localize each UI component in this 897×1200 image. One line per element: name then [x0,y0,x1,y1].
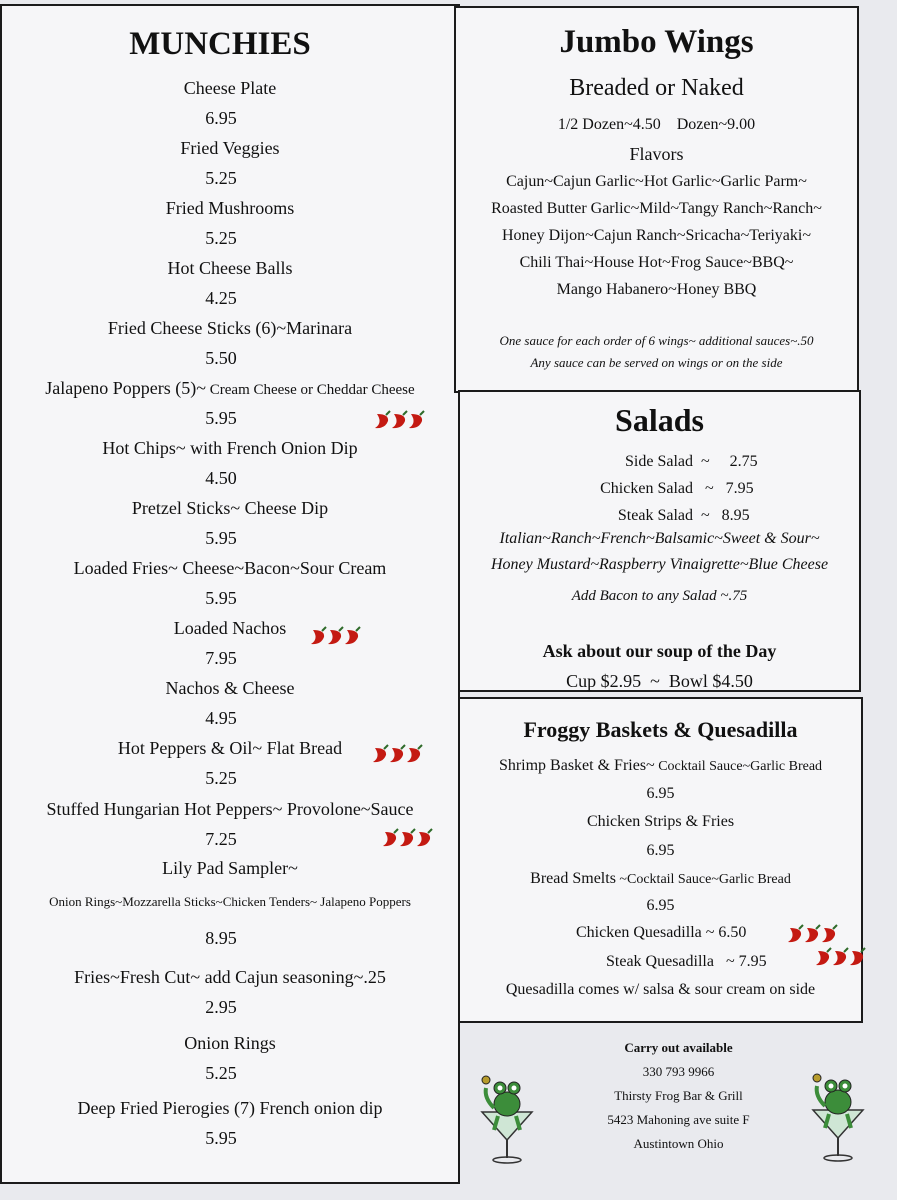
froggy-title: Froggy Baskets & Quesadilla [523,717,798,742]
munchies-item-name [2,558,458,579]
flavor-line: Cajun~Cajun Garlic~Hot Garlic~Garlic Parm~ [506,173,807,190]
item-name: Loaded Fries~ Cheese~Bacon~Sour Cream [73,558,387,578]
munchies-item-price: 5.95 [205,408,237,428]
munchies-item-name [2,799,458,820]
munchies-item-name [2,858,458,879]
item-name: Hot Chips~ with French Onion Dip [102,438,358,458]
munchies-item-price: 5.50 [205,348,237,368]
salad-item: Side Salad ~ 2.75 [578,448,758,475]
item-name: Jalapeno Poppers (5)~ [45,378,206,398]
smelts-name: Bread Smelts [530,870,616,887]
munchies-section [0,4,460,1184]
wings-title: Jumbo Wings [559,24,754,60]
munchies-item-name [2,78,458,99]
item-name: Hot Cheese Balls [167,258,293,278]
shrimp-price: 6.95 [646,785,675,802]
hot-pepper-icon [374,410,432,435]
munchies-item-price: 5.95 [205,1128,237,1148]
munchies-item-price: 5.25 [205,768,237,788]
munchies-item-price: 2.95 [205,997,237,1017]
wings-pricing: 1/2 Dozen~4.50 Dozen~9.00 [557,116,756,133]
munchies-item-price: 8.95 [205,928,237,948]
munchies-item-price: 7.95 [205,648,237,668]
munchies-item-name [2,498,458,519]
item-name: Lily Pad Sampler~ [162,858,298,878]
salads-list [578,448,758,529]
munchies-item-name [2,967,458,988]
wings-note: Any sauce can be served on wings or on the side [530,355,783,370]
item-name: Pretzel Sticks~ Cheese Dip [131,498,329,518]
item-name: Hot Peppers & Oil~ Flat Bread [117,738,343,758]
salad-price: 7.95 [725,480,754,497]
carry-out-section [460,1030,897,1200]
wings-note: One sauce for each order of 6 wings~ additional sauces~.50 [499,333,814,348]
shrimp-name: Shrimp Basket & Fries~ [498,757,655,774]
salads-title: Salads [615,402,704,438]
hot-pepper-icon [787,924,841,949]
flavor-line: Honey Dijon~Cajun Ranch~Sricacha~Teriyaki~ [502,227,811,244]
munchies-title: MUNCHIES [129,26,311,62]
item-name: Deep Fried Pierogies (7) French onion dip [77,1098,383,1118]
item-name: Nachos & Cheese [165,678,295,698]
smelts-note: ~Cocktail Sauce~Garlic Bread [615,872,791,887]
munchies-item-name [2,378,458,399]
frog-martini-icon [474,1068,540,1164]
munchies-item-name [2,198,458,219]
salad-price: 2.75 [729,453,758,470]
flavors-title: Flavors [629,144,684,164]
munchies-item-price: 5.25 [205,1063,237,1083]
frog-martini-icon [805,1066,871,1162]
salad-name: Side Salad [625,453,693,470]
munchies-item-price: 4.25 [205,288,237,308]
steak-quesadilla: Steak Quesadilla ~ 7.95 [606,953,767,970]
munchies-item-name [2,438,458,459]
flavor-line: Mango Habanero~Honey BBQ [556,281,757,298]
munchies-item-name [2,1033,458,1054]
munchies-item-price: 5.95 [205,528,237,548]
munchies-item-name [2,138,458,159]
item-name: Fries~Fresh Cut~ add Cajun seasoning~.25 [74,967,386,987]
chicken-quesadilla: Chicken Quesadilla ~ 6.50 [576,924,747,941]
munchies-item-name [2,1098,458,1119]
flavor-line: Chili Thai~House Hot~Frog Sauce~BBQ~ [519,254,794,271]
item-note: Onion Rings~Mozzarella Sticks~Chicken Tenders~ Jalapeno Poppers [49,894,411,909]
munchies-item-name [2,258,458,279]
item-name: Loaded Nachos [173,618,287,638]
froggy-section [458,697,863,1023]
munchies-item-price: 5.25 [205,168,237,188]
phone: 330 793 9966 [642,1064,715,1079]
hot-pepper-icon [815,947,869,972]
salad-item: Chicken Salad ~ 7.95 [578,475,758,502]
munchies-item-price: 5.95 [205,588,237,608]
soup-prices: Cup $2.95 ~ Bowl $4.50 [566,671,753,691]
hot-pepper-icon [372,744,430,769]
carry-title: Carry out available [624,1040,733,1055]
city: Austintown Ohio [633,1136,724,1151]
dressings: Italian~Ranch~French~Balsamic~Sweet & Sour~ [499,530,820,547]
munchies-item-name [2,618,458,639]
item-name: Fried Mushrooms [165,198,295,218]
shrimp-basket [460,757,861,775]
munchies-item-price: 4.95 [205,708,237,728]
item-name: Fried Veggies [180,138,280,158]
item-name: Cheese Plate [183,78,277,98]
salad-price: 8.95 [721,507,750,524]
munchies-item-price: 4.50 [205,468,237,488]
item-note: Cream Cheese or Cheddar Cheese [206,382,415,398]
munchies-item-price: 6.95 [205,108,237,128]
bread-smelts [460,870,861,888]
restaurant-name: Thirsty Frog Bar & Grill [614,1088,743,1103]
chicken-strips: Chicken Strips & Fries [586,813,735,830]
dressings: Honey Mustard~Raspberry Vinaigrette~Blue Cheese [490,556,829,573]
munchies-item-price: 7.25 [205,829,237,849]
salad-name: Chicken Salad [600,480,693,497]
salad-name: Steak Salad [617,507,693,524]
munchies-item-name [2,318,458,339]
salads-section [458,390,861,692]
address: 5423 Mahoning ave suite F [607,1112,750,1127]
flavor-line: Roasted Butter Garlic~Mild~Tangy Ranch~Ranch~ [491,200,822,217]
smelts-price: 6.95 [646,897,675,914]
quesadilla-note: Quesadilla comes w/ salsa & sour cream on side [505,981,816,998]
wings-subtitle: Breaded or Naked [569,75,744,101]
bacon-note: Add Bacon to any Salad ~.75 [571,588,748,604]
item-name: Fried Cheese Sticks (6)~Marinara [107,318,353,338]
item-name: Onion Rings [184,1033,276,1053]
salad-item: Steak Salad ~ 8.95 [578,502,758,529]
soup-title: Ask about our soup of the Day [542,641,777,661]
hot-pepper-icon [382,828,440,853]
item-name: Stuffed Hungarian Hot Peppers~ Provolone~Sauce [46,799,414,819]
munchies-item-price: 5.25 [205,228,237,248]
hot-pepper-icon [310,626,368,651]
wings-section [454,6,859,393]
shrimp-note: Cocktail Sauce~Garlic Bread [654,759,823,774]
munchies-item-name [2,678,458,699]
strips-price: 6.95 [646,842,675,859]
